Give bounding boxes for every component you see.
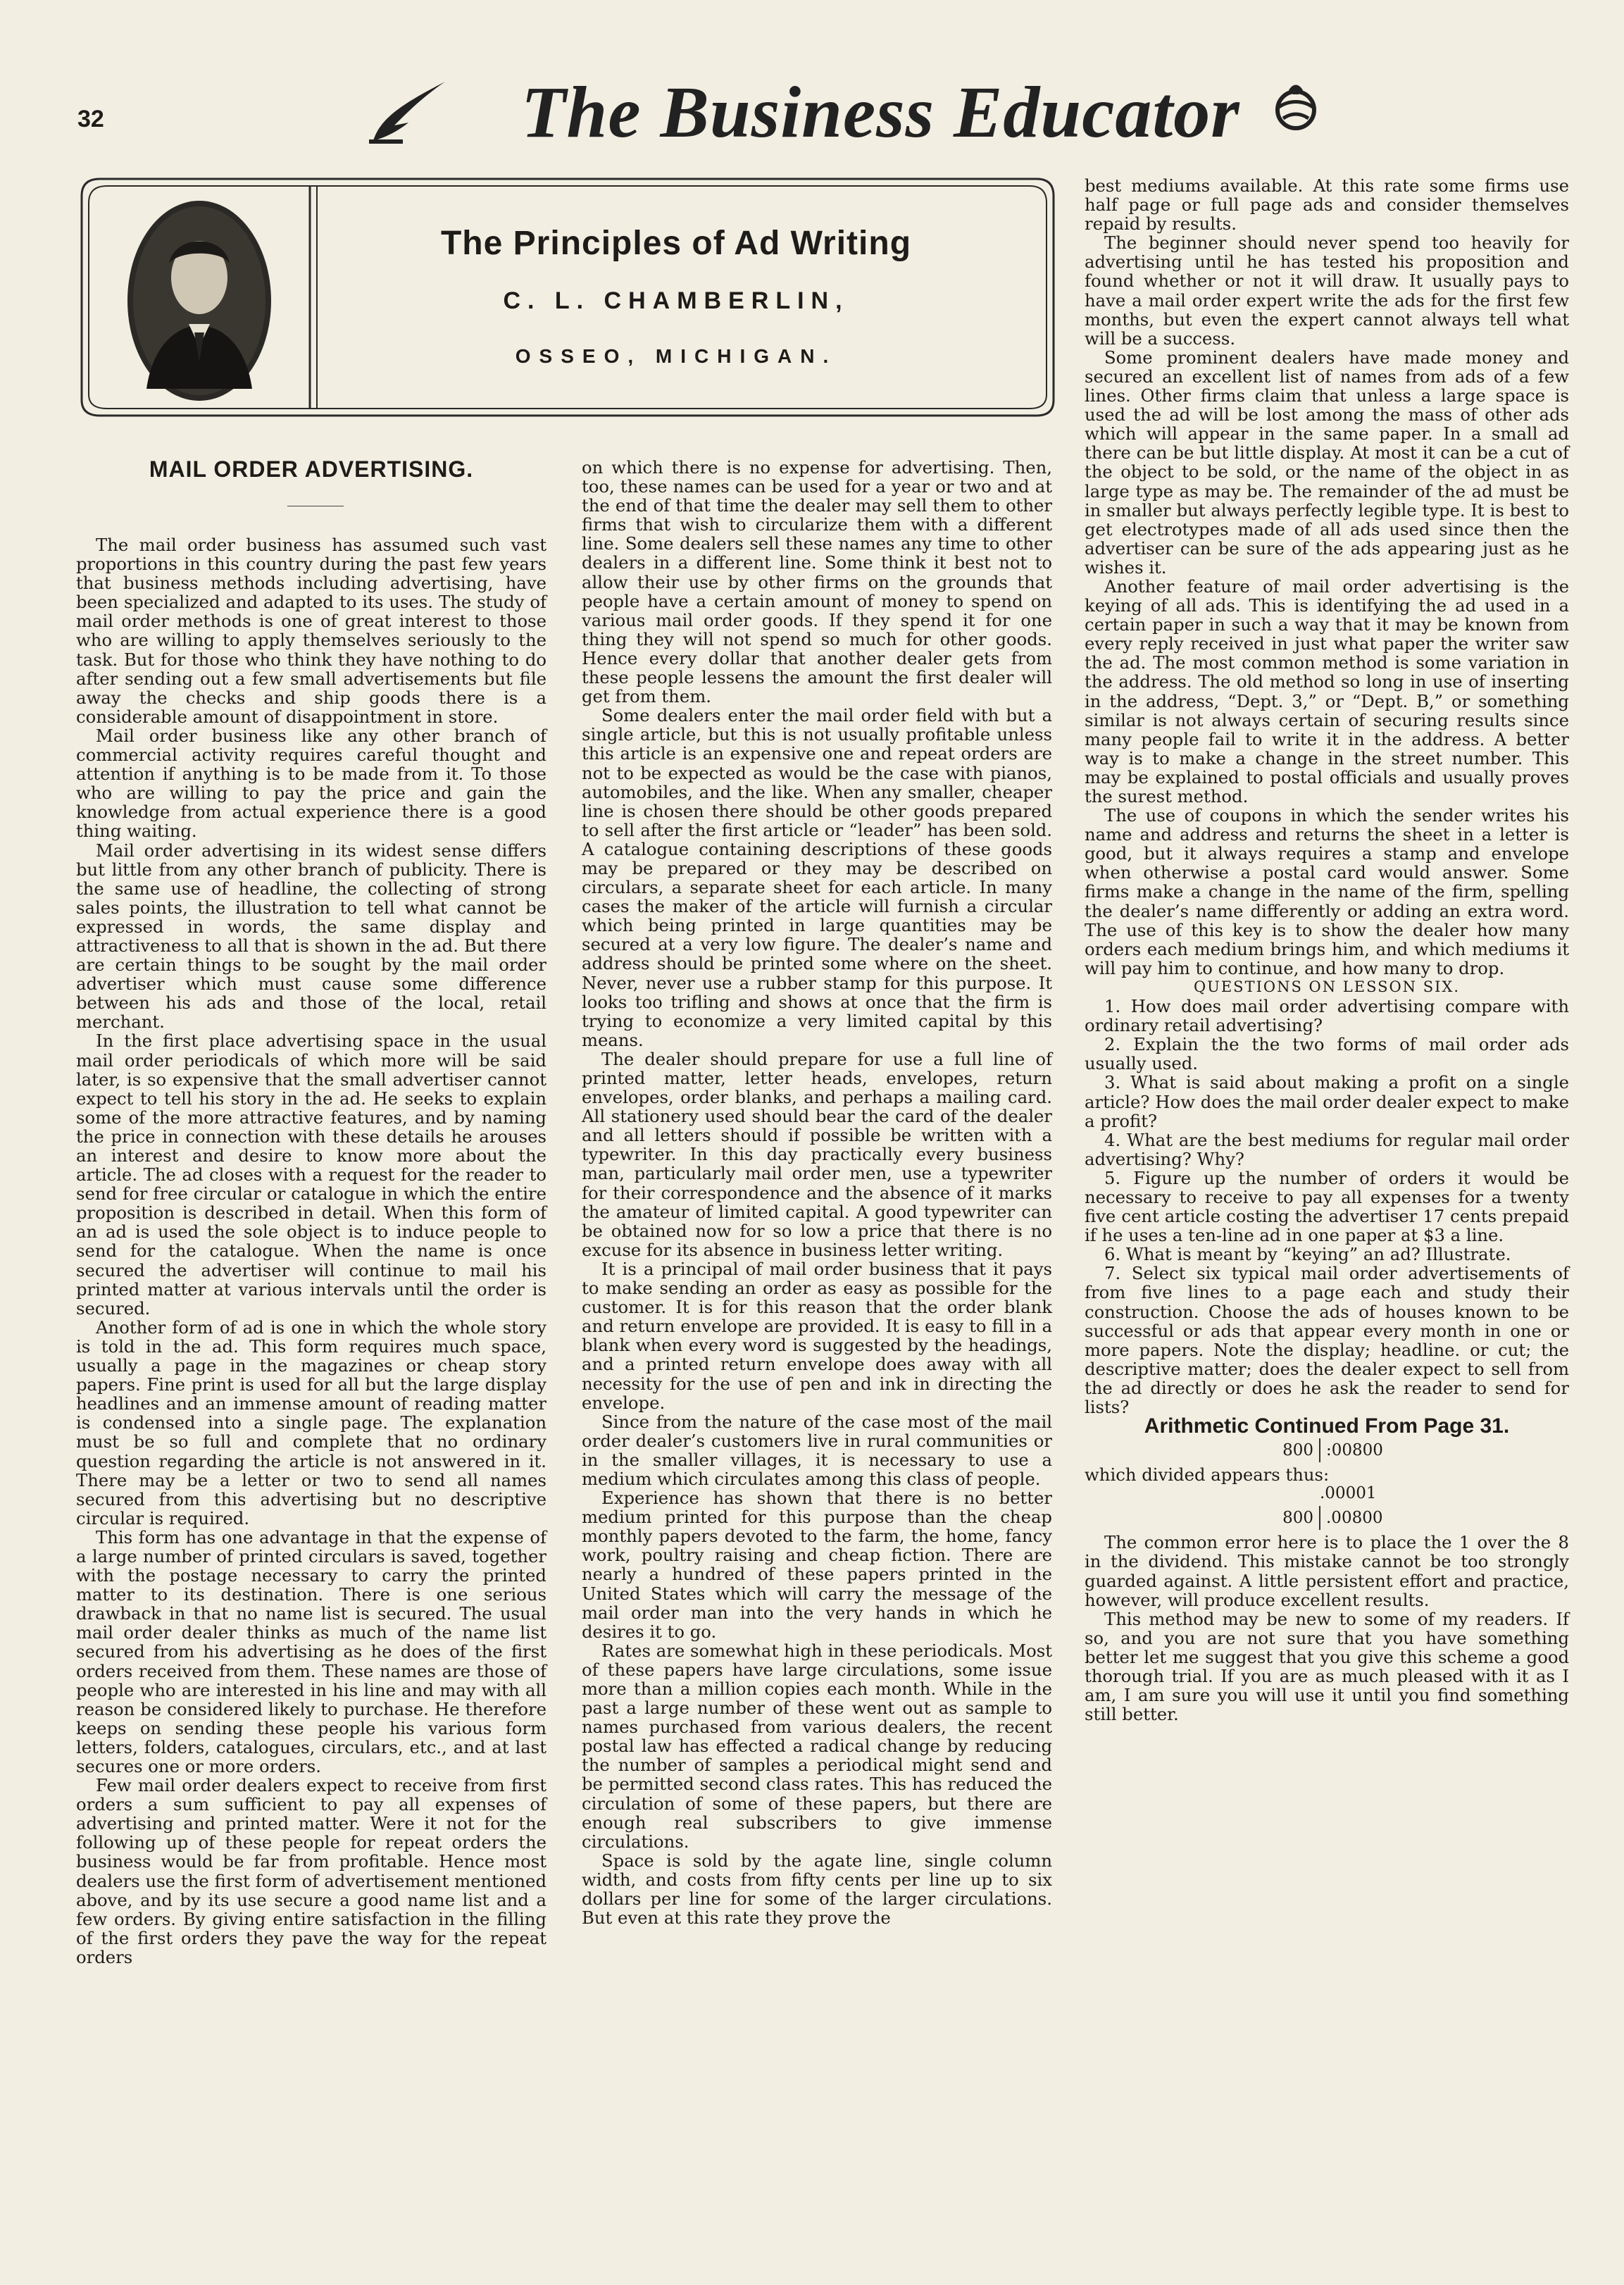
paragraph: Since from the nature of the case most of the mail order dealer’s customers live in rural communities or in the smaller villages, it is necessary to use a medium which circulates among this class of people.	[582, 1411, 1052, 1489]
paragraph: Another form of ad is one in which the whole story is told in the ad. This form requires much space, usually a page in the magazines or cheap story papers. Fine print is used for all but the large display headlines and an immense amount of reading matter is condensed into a single page. The explanation must be so full and complete that no ordinary question regarding the article is not answered in it. There may be a letter or two to send all names secured from this advertising but no descriptive circular is required.	[76, 1316, 546, 1528]
quotient: .00001	[1320, 1484, 1377, 1503]
masthead: The Business Educator	[521, 72, 1240, 153]
paragraph: on which there is no expense for advertising. Then, too, these names can be used for a year or two and at the end of that time the dealer may sell them to other firms that wish to circularize them with a different line. Some dealers sell these names any time to other dealers in a different line. Some think it best not to allow their use by other firms on the grounds that people have a certain amount of money to spend on various mail order goods. If they spend it for one thing they will not spend so much for other goods. Hence every dollar that another dealer gets from these people lessens the amount the first dealer will get from them.	[582, 457, 1052, 707]
column-3	[1085, 176, 1569, 1724]
section-heading: MAIL ORDER ADVERTISING.	[149, 456, 474, 482]
arithmetic-heading: Arithmetic Continued From Page 31.	[1144, 1414, 1510, 1438]
paragraph: Another feature of mail order advertising is the keying of all ads. This is identifying the ad used in a certain paper in such a way that it may be known from every reply received in just what paper the writer saw the ad. The most common method is some variation in the address. The old method so long in use of inserting in the address, “Dept. 3,” or “Dept. B,” or something similar is not always certain of securing results since many people fail to write it in the address. A better way is to make a change in the street number. This may be explained to postal officials and usually proves the surest method.	[1085, 575, 1569, 807]
division-example-2	[1085, 1506, 1569, 1530]
paragraph: Few mail order dealers expect to receive from first orders a sum sufficient to pay all expenses of advertising and printed matter. Were it not for the following up of these people for repeat orders the business would be far from profitable. Hence most dealers use the first form of advertisement mentioned above, and by its use secure a good name list and a few orders. By giving entire satisfaction in the filling of the first orders they pave the way for the repeat orders	[76, 1775, 546, 1967]
paragraph: This method may be new to some of my readers. If so, and you are not sure that you have something better let me suggest that you give this scheme a good thorough trial. If you are as much pleased with it as I am, I am sure you will use it until you find something still better.	[1085, 1608, 1569, 1725]
paragraph: This form has one advantage in that the expense of a large number of printed circulars is saved, together with the postage necessary to carry the printed matter to its destination. There is one serious drawback in that no name list is secured. The usual mail order dealer thinks as much of the name list secured from his advertising as he does of the first orders received from them. These names are those of people who are interested in his line and may with all reason be considered likely to purchase. He therefore keeps on sending these people his various form letters, folders, catalogues, circulars, etc., and at last secures one or more orders.	[76, 1526, 546, 1776]
quill-icon	[366, 76, 451, 147]
author-place: OSSEO, MICHIGAN.	[515, 345, 837, 367]
question-item: 3. What is said about making a profit on a single article? How does the mail order dealer expect to make a profit?	[1085, 1072, 1569, 1131]
paragraph: The beginner should never spend too heavily for advertising until he has tested his proposition and found whether or not it will draw. It usually pays to have a mail order expert write the ads for the first few months, but even the expert cannot always tell what will be a success.	[1085, 232, 1569, 349]
article-title: The Principles of Ad Writing	[440, 225, 912, 262]
paragraph: Rates are somewhat high in these periodicals. Most of these papers have large circulations, some issue more than a million copies each month. While in the past a large number of these went out as sample to names purchased from various dealers, the recent postal law has effected a radical change by reducing the number of samples a periodical might send and be permitted second class rates. This has reduced the circulation of some of these papers, but there are enough real subscribers to give immense circulations.	[582, 1640, 1052, 1852]
author-portrait	[125, 199, 273, 403]
paragraph: The use of coupons in which the sender writes his name and address and returns the sheet in a letter is good, but it always requires a stamp and envelope when otherwise a postal card would answer. Some firms make a change in the name of the firm, spelling the dealer’s name differently or adding an extra word. The use of this key is to show the dealer how many orders each medium brings him, and which mediums it will pay him to continue, and how many to drop.	[1085, 805, 1569, 978]
divisor: 800	[1282, 1508, 1313, 1527]
paragraph: The common error here is to place the 1 over the 8 in the dividend. This mistake cannot be too strongly guarded against. A little persistent effort and practice, however, will produce excellent results.	[1085, 1532, 1569, 1610]
question-item: 6. What is meant by “keying” an ad? Illustrate.	[1104, 1244, 1511, 1265]
questions-heading: QUESTIONS ON LESSON SIX.	[1193, 978, 1461, 995]
paragraph: Space is sold by the agate line, single column width, and costs from fifty cents per line up to six dollars per line for some of the larger circulations. But even at this rate they prove the	[582, 1850, 1052, 1929]
paragraph: best mediums available. At this rate some firms use half page or full page ads and consider themselves repaid by results.	[1085, 175, 1569, 235]
author-name: C. L. CHAMBERLIN,	[503, 287, 849, 314]
paragraph: It is a principal of mail order business that it pays to make sending an order as easy as possible for the customer. It is for this reason that the order blank and return envelope are provided. It is easy to fill in a blank when every word is suggested by the headings, and a printed return envelope does away with all necessity for the use of pen and ink in directing the envelope.	[582, 1258, 1052, 1413]
paragraph: Mail order business like any other branch of commercial activity requires careful thought and attention if anything is to be made from it. To those who are willing to pay the price and gain the knowledge from actual experience there is a good thing waiting.	[76, 725, 546, 842]
paragraph: The dealer should prepare for use a full line of printed matter, letter heads, envelopes, return envelopes, order blanks, and perhaps a mailing card. All stationery used should bear the card of the dealer and all letters should if possible be written with a typewriter. In this day practically every business man, particularly mail order men, use a typewriter for their correspondence and the absence of it marks the amateur of limited capital. A good typewriter can be obtained now for so low a price that there is no excuse for its absence in business letter writing.	[582, 1048, 1052, 1260]
emblem-icon	[1268, 79, 1324, 135]
paragraph: Experience has shown that there is no better medium printed for this purpose than the cheap monthly papers devoted to the farm, the home, fancy work, poultry raising and cheap fiction. There are nearly a hundred of these papers printed in the United States which will carry the message of the mail order man into the very hands in which he desires it to go.	[582, 1488, 1052, 1642]
question-item: 5. Figure up the number of orders it would be necessary to receive to pay all expenses for a twenty five cent article costing the advertiser 17 cents prepaid if he uses a ten-line ad in one paper at $3 a line.	[1085, 1167, 1569, 1246]
paragraph: Some prominent dealers have made money and secured an excellent list of names from ads of a few lines. Other firms claim that unless a large space is used the ad will be lost among the mass of other ads which will appear in the same paper. In a small ad there can be but little display. At most it can be a cut of the object to be sold, or the name of the object in as large type as may be. The remainder of the ad must be in smaller but always perfectly legible type. It is best to get electrotypes made of all ads used since then the advertiser can be sure of the ads appearing just as he wishes it.	[1085, 347, 1569, 578]
question-item: 2. Explain the the two forms of mail order ads usually used.	[1085, 1034, 1569, 1074]
divisor: 800	[1282, 1440, 1313, 1459]
question-item: 7. Select six typical mail order advertisements of from five lines to a page each and study their construction. Choose the ads of houses known to be successful or ads that appear every month in one or more papers. Note the display; headline. or cut; the descriptive matter; does the dealer expect to sell from the ad directly or does he ask the reader to send for lists?	[1085, 1263, 1569, 1417]
paragraph: Some dealers enter the mail order field with but a single article, but this is not usually profitable unless this article is an expensive one and repeat orders are not to be expected as would be the case with pianos, automobiles, and the like. When any smaller, cheaper line is chosen there should be other goods prepared to sell after the first article or “leader” has been sold. A catalogue containing descriptions of these goods may be prepared or they may be described on circulars, a separate sheet for each article. In many cases the maker of the article will furnish a circular which being printed in large quantities may be secured at a very low figure. The dealer’s name and address should be printed some where on the sheet. Never, never use a rubber stamp for this purpose. It looks too trifling and shows at once that the firm is trying to economize a very limited capital by this means.	[582, 705, 1052, 1050]
paragraph: In the first place advertising space in the usual mail order periodicals of which more will be said later, is so expensive that the small advertiser cannot expect to tell his story in the ad. He seeks to explain some of the more attractive features, and by naming the price in connection with these details he arouses an interest and desire to know more about the article. The ad closes with a request for the reader to send for free circular or catalogue in which the entire proposition is described in detail. When this form of an ad is used the sole object is to induce people to send for the catalogue. When the name is once secured the advertiser will continue to mail his printed matter at various intervals until the order is secured.	[76, 1031, 546, 1319]
paragraph: which divided appears thus:	[1085, 1464, 1330, 1486]
question-item: 4. What are the best mediums for regular mail order advertising? Why?	[1085, 1129, 1569, 1169]
division-example-1	[1085, 1438, 1569, 1462]
question-item: 1. How does mail order advertising compare with ordinary retail advertising?	[1085, 996, 1569, 1036]
column-2	[582, 458, 1052, 1927]
column-1	[76, 535, 546, 1967]
page-number: 32	[77, 106, 104, 132]
dividend: :00800	[1319, 1438, 1383, 1462]
dividend: .00800	[1319, 1506, 1382, 1530]
paragraph: The mail order business has assumed such vast proportions in this country during the past few years that business methods including advertising, have been specialized and adapted to its uses. The study of mail order methods is one of great interest to those who are willing to apply themselves seriously to the task. But for those who think they have nothing to do after sending out a few small advertisements but file away the checks and ship goods there is a considerable amount of disappointment in store.	[76, 535, 546, 727]
paragraph: Mail order advertising in its widest sense differs but little from any other branch of publicity. There is the same use of headline, the collecting of strong sales points, the illustration to tell what cannot be expressed in words, the same display and attractiveness to all that is shown in the ad. But there are certain things to be sought by the mail order advertiser which must cause some difference between his ads and those of the local, retail merchant.	[76, 840, 546, 1033]
